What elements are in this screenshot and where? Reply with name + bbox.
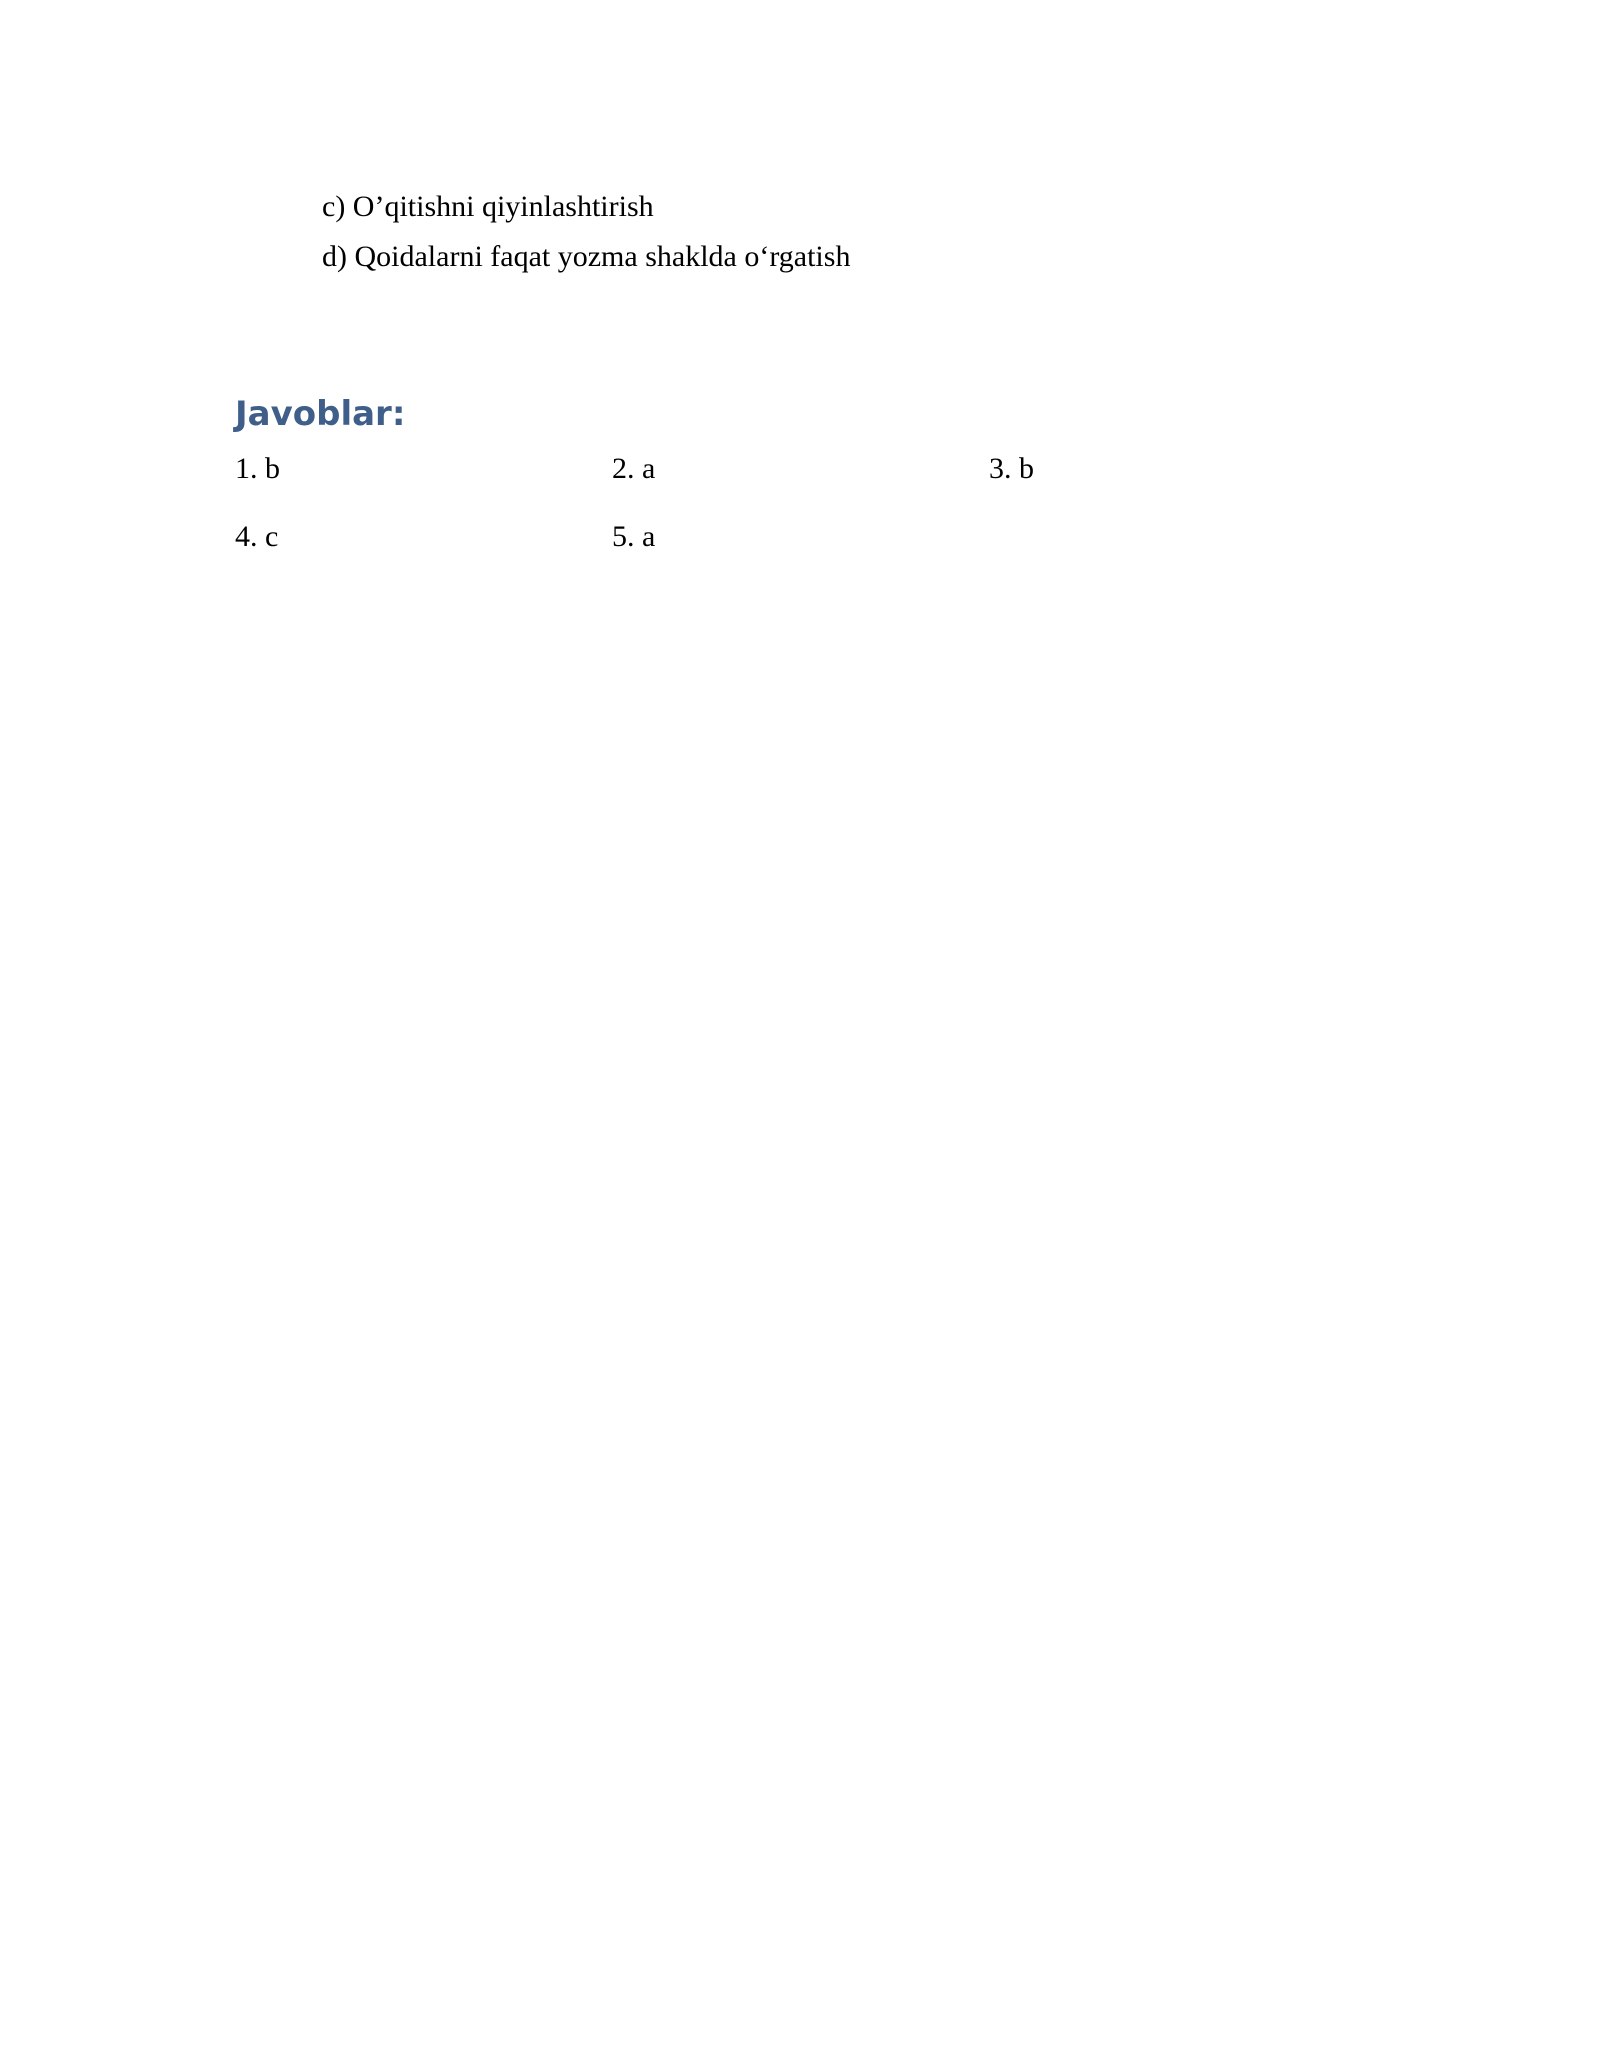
answer-4: 4. c (235, 520, 279, 553)
answer-3: 3. b (989, 452, 1034, 485)
answer-5: 5. a (612, 520, 656, 553)
option-d: d) Qoidalarni faqat yozma shaklda o‘rgatish (322, 240, 851, 273)
answers-heading: Javoblar: (235, 394, 406, 434)
answer-2: 2. a (612, 452, 656, 485)
answer-1: 1. b (235, 452, 280, 485)
option-c: c) O’qitishni qiyinlashtirish (322, 190, 654, 223)
